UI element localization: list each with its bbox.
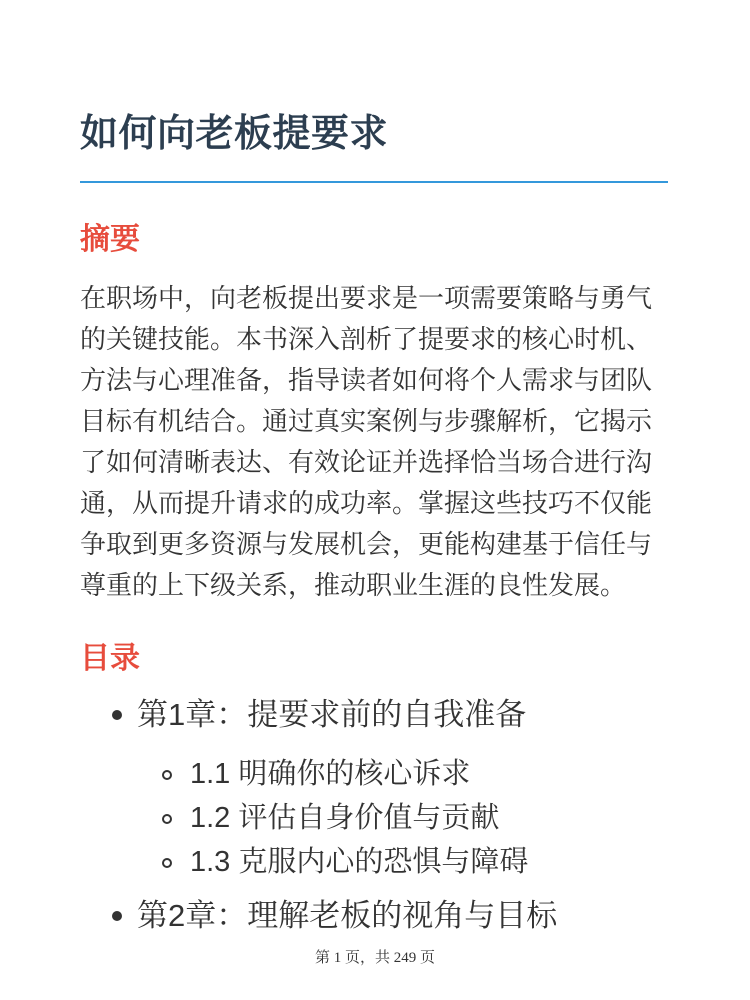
toc-item bbox=[80, 845, 668, 879]
table-of-contents bbox=[80, 697, 668, 934]
toc-item bbox=[80, 801, 668, 835]
page-number-footer: 第 1 页，共 249 页 bbox=[314, 950, 435, 966]
toc-item bbox=[80, 697, 668, 733]
page-title: 如何向老板提要求 bbox=[80, 111, 668, 183]
bullet-circle-icon bbox=[162, 770, 172, 780]
bullet-disc-icon bbox=[112, 710, 122, 720]
toc-item-label: 第1章：提要求前的自我准备 bbox=[137, 697, 527, 732]
bullet-disc-icon bbox=[112, 911, 122, 921]
toc-item-label: 第2章：理解老板的视角与目标 bbox=[137, 898, 558, 933]
toc-item-label: 1.1 明确你的核心诉求 bbox=[190, 758, 471, 790]
abstract-body: 在职场中，向老板提出要求是一项需要策略与勇气的关键技能。本书深入剖析了提要求的核心时机、方法与心理准备，指导读者如何将个人需求与团队目标有机结合。通过真实案例与步骤解析，它揭示了如何清晰表达、有效论证并选择恰当场合进行沟通，从而提升请求的成功率。掌握这些技巧不仅能争取到更多资源与发展机会，更能构建基于信任与尊重的上下级关系，推动职业生涯的良性发展。 bbox=[80, 283, 653, 600]
toc-item-label: 1.3 克服内心的恐惧与障碍 bbox=[190, 846, 529, 878]
bullet-circle-icon bbox=[162, 814, 172, 824]
bullet-circle-icon bbox=[162, 858, 172, 868]
toc-item-label: 1.2 评估自身价值与贡献 bbox=[190, 802, 500, 834]
toc-item bbox=[80, 757, 668, 791]
toc-item bbox=[80, 898, 668, 934]
abstract-heading: 摘要 bbox=[80, 223, 140, 256]
toc-heading: 目录 bbox=[80, 642, 140, 675]
